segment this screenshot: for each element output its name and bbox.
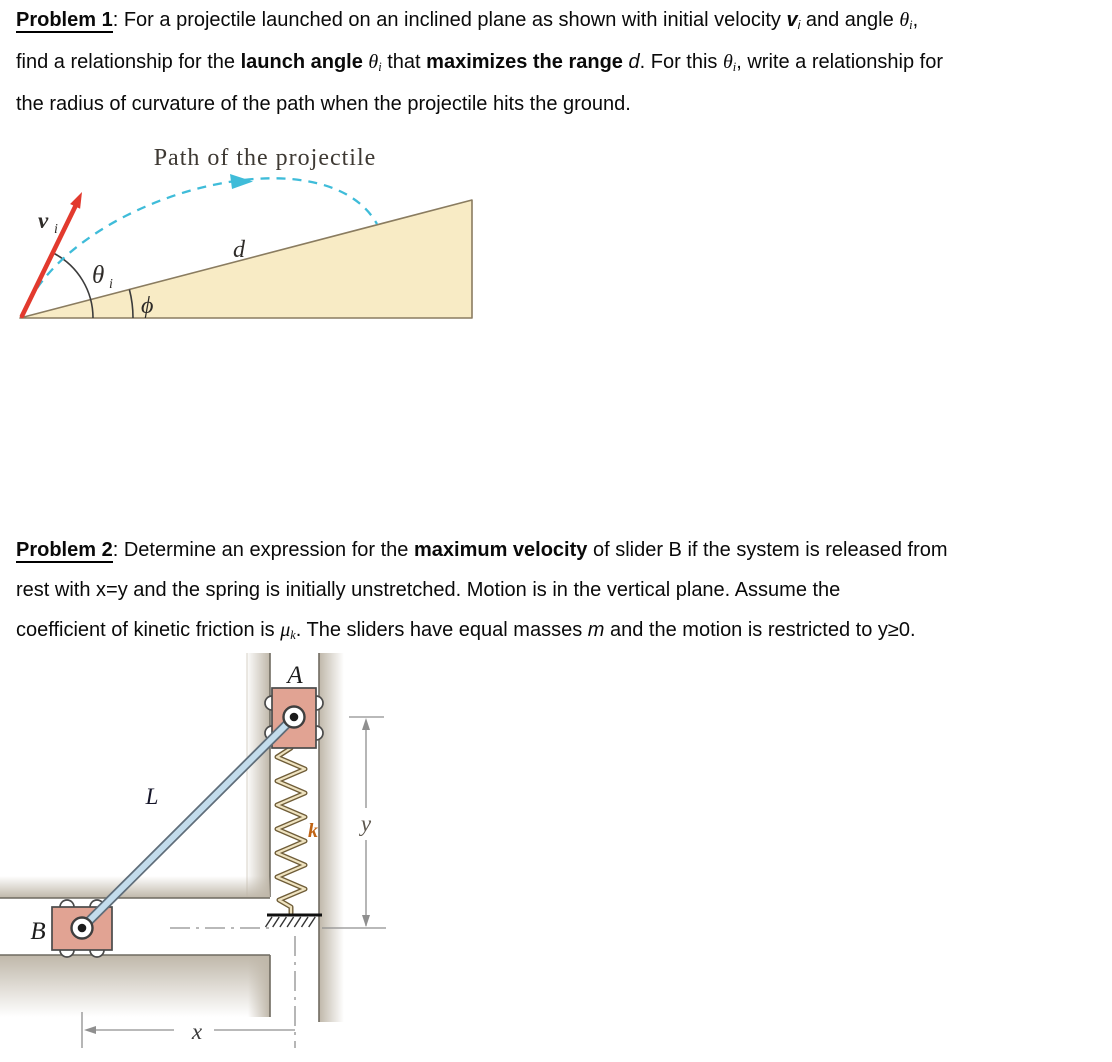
text-segment: i [378,60,382,75]
text-segment: i [732,60,737,75]
text-segment: launch angle [240,51,369,73]
text-line [16,610,1108,652]
right-vertical-wall [319,653,344,1022]
dim-y-arrow-down-icon [362,915,370,927]
text-segment: . For this [639,51,723,73]
problem2-paragraph [16,530,1108,652]
text-segment: , write a relationship for [736,51,944,73]
text-segment: coefficient of kinetic friction is [16,619,281,641]
text-segment: that [381,51,427,73]
figure1-title: Path of the projectile [153,145,377,171]
theta-label: θ [92,262,105,289]
dim-x-arrow-left-icon [84,1026,96,1034]
text-line [16,570,1108,610]
text-line [16,42,1108,84]
velocity-label: v [38,208,49,233]
velocity-arrowhead-icon [70,192,82,209]
phi-label: ϕ [141,293,154,319]
rod-length-label: L [145,784,159,809]
text-segment: Determine an expression for the [123,539,414,561]
spring [277,748,305,913]
trajectory-arrowhead-icon [230,174,253,189]
dim-y-label: y [360,811,372,836]
ground-hatching-icon [266,917,316,927]
text-segment: and the motion is restricted to y≥0. [604,619,916,641]
range-label: d [233,237,245,263]
text-segment: of slider B if the system is released from [587,539,948,561]
incline-surface [20,200,472,318]
lower-corner-wall-strip [248,955,270,1017]
text-segment: Problem 2 [16,539,113,561]
dim-y-arrow-up-icon [362,718,370,730]
text-segment: m [587,619,605,641]
text-segment: Problem 1 [16,9,113,31]
text-line [16,530,1108,570]
velocity-arrow [22,206,76,316]
ground-anchor [266,915,323,927]
text-segment: μ [280,619,291,641]
text-segment: , [912,9,919,31]
slider-a-pin-dot [290,713,299,722]
text-segment: i [909,18,913,33]
text-line [16,0,1108,42]
spring-constant-label: k [308,820,318,842]
slider-b-pin-dot [78,924,87,933]
dimension-x [82,1012,295,1048]
text-segment: rest with x=y and the spring is initially unstretched. Motion is in the vertical plane. Assume the [16,579,841,601]
problem1-paragraph [16,0,1108,124]
text-segment: i [797,18,801,33]
figure1-projectile-incline [10,135,480,330]
text-segment: and angle [800,9,900,31]
text-segment: For a projectile launched on an inclined plane as shown with initial velocity [123,9,787,31]
dim-x-label: x [191,1019,203,1044]
theta-subscript: i [109,277,113,292]
text-segment: : [112,539,124,561]
text-segment: θ [899,9,910,31]
figure2-slider-mechanism [0,650,400,1062]
text-segment: maximizes the range [426,51,629,73]
velocity-subscript: i [54,222,58,237]
text-segment: θ [722,51,733,73]
text-segment: v [786,9,798,31]
text-segment: k [290,628,296,643]
text-segment: . The sliders have equal masses [295,619,588,641]
text-line [16,84,1108,124]
text-segment: d [628,51,640,73]
lower-corner-wall [0,955,270,1017]
text-segment: maximum velocity [413,539,588,561]
text-segment: : [112,9,124,31]
text-segment: find a relationship for the [16,51,241,73]
slider-b-label: B [30,918,46,945]
slider-a-label: A [287,662,303,689]
text-segment: the radius of curvature of the path when the projectile hits the ground. [16,93,631,115]
left-vertical-wall [246,653,270,897]
text-segment: θ [368,51,379,73]
